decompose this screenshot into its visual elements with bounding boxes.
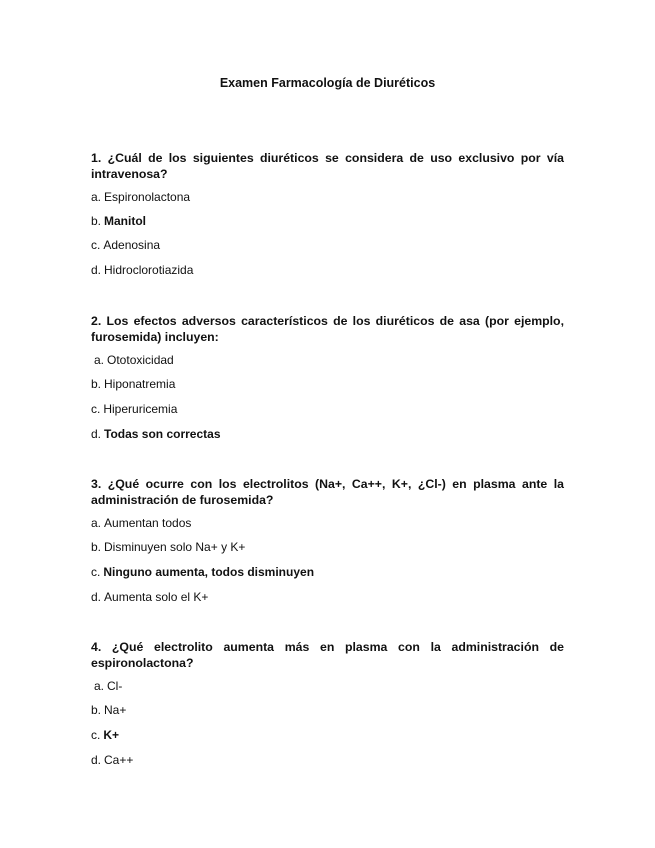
question-text: 2. Los efectos adversos característicos de los diuréticos de asa (por ejemplo, furosemida) incluyen:	[91, 314, 564, 344]
question-1	[91, 150, 564, 277]
option-a: a. Cl-	[94, 679, 123, 693]
option-a: a. Espironolactona	[91, 190, 191, 204]
question-text: 3. ¿Qué ocurre con los electrolitos (Na+, Ca++, K+, ¿Cl-) en plasma ante la administración de furosemida?	[91, 477, 564, 507]
question-3	[91, 476, 564, 604]
question-text: 1. ¿Cuál de los siguientes diuréticos se considera de uso exclusivo por vía intravenosa?	[91, 151, 564, 181]
question-4	[91, 639, 564, 767]
option-d: d. Ca++	[91, 753, 134, 767]
option-d-correct: d. Todas son correctas	[91, 427, 221, 441]
page-title: Examen Farmacología de Diuréticos	[219, 76, 436, 90]
option-b: b. Disminuyen solo Na+ y K+	[91, 540, 246, 554]
option-c-correct: c. Ninguno aumenta, todos disminuyen	[91, 565, 315, 579]
option-c: c. Adenosina	[91, 238, 161, 252]
option-a: a. Ototoxicidad	[94, 353, 174, 367]
option-c-correct: c. K+	[91, 728, 120, 742]
option-b: b. Na+	[91, 703, 127, 717]
option-d: d. Aumenta solo el K+	[91, 590, 209, 604]
option-a: a. Aumentan todos	[91, 516, 192, 530]
option-b-correct: b. Manitol	[91, 214, 147, 228]
option-c: c. Hiperuricemia	[91, 402, 178, 416]
option-b: b. Hiponatremia	[91, 377, 176, 391]
question-text: 4. ¿Qué electrolito aumenta más en plasma con la administración de espironolactona?	[91, 640, 564, 670]
question-2	[91, 313, 564, 441]
option-d: d. Hidroclorotiazida	[91, 263, 194, 277]
